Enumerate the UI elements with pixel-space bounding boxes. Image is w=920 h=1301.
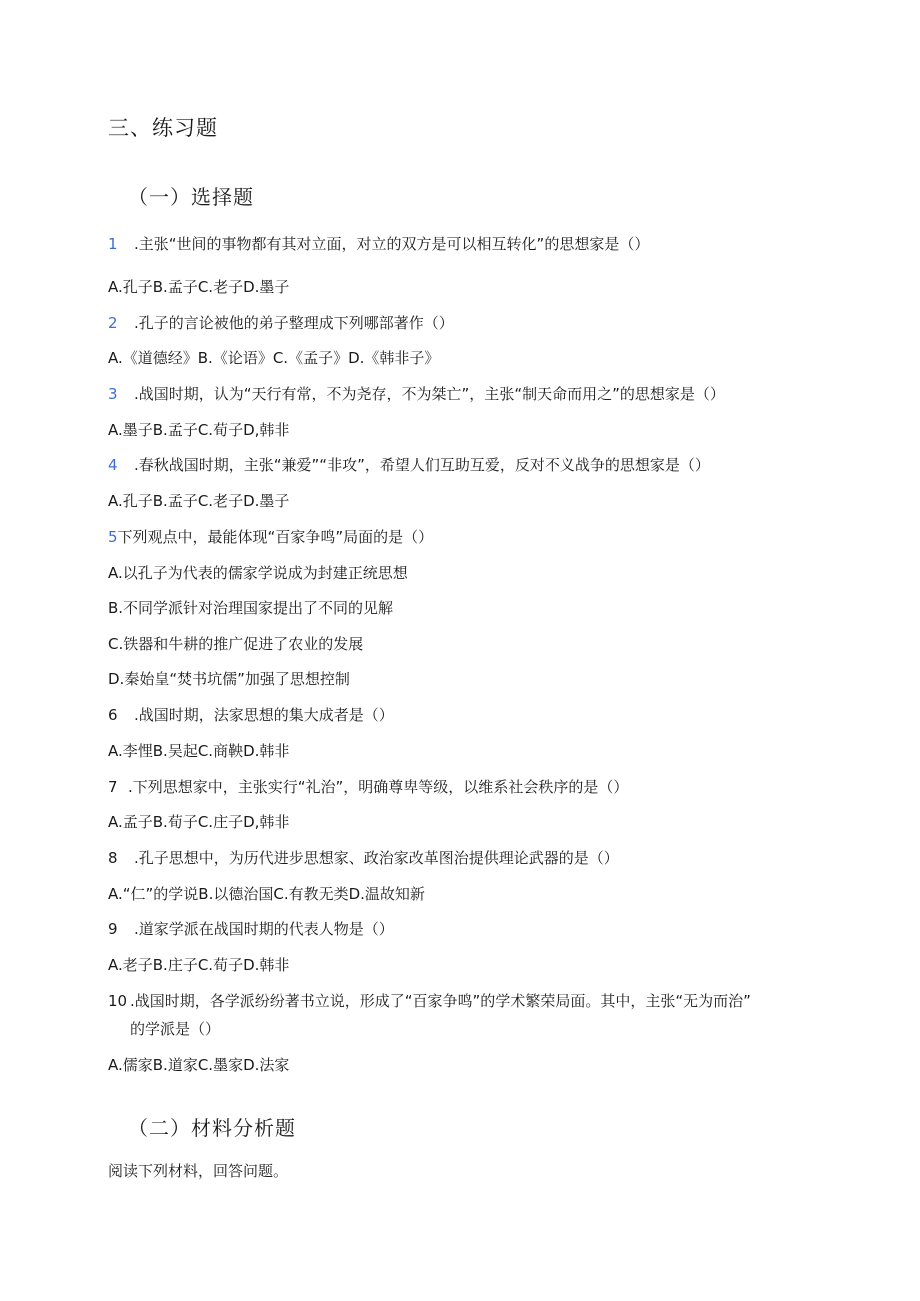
- question-text: .战国时期，各学派纷纷著书立说，形成了“百家争鸣”的学术繁荣局面。其中，主张“无为而治”: [130, 992, 751, 1010]
- question-text: .孔子的言论被他的弟子整理成下列哪部著作（）: [134, 314, 454, 332]
- question-number: 5: [108, 528, 118, 546]
- question-number: 4: [108, 456, 118, 474]
- question-8: [108, 848, 619, 868]
- part1-title: （一）选择题: [128, 185, 254, 209]
- question-6: [108, 705, 394, 725]
- question-4: [108, 455, 710, 475]
- question-5: [108, 527, 433, 547]
- question-9-options: A.老子B.庄子C.荀子D.韩非: [108, 956, 290, 974]
- question-text: 下列观点中，最能体现“百家争鸣”局面的是（）: [117, 528, 434, 546]
- question-text: .主张“世间的事物都有其对立面，对立的双方是可以相互转化”的思想家是（）: [134, 235, 650, 253]
- question-number: 8: [108, 849, 118, 867]
- question-5-option-a: A.以孔子为代表的儒家学说成为封建正统思想: [108, 564, 408, 582]
- question-5-option-c: C.铁器和牛耕的推广促进了农业的发展: [108, 635, 364, 653]
- question-text: .孔子思想中，为历代进步思想家、政治家改革图治提供理论武器的是（）: [134, 849, 619, 867]
- question-4-options: A.孔子B.孟子C.老子D.墨子: [108, 492, 290, 510]
- question-10: [108, 991, 751, 1011]
- question-1: [108, 234, 649, 254]
- part2-title: （二）材料分析题: [128, 1116, 296, 1140]
- question-3: [108, 384, 725, 404]
- question-1-options: A.孔子B.孟子C.老子D.墨子: [108, 278, 290, 296]
- question-number: 7: [108, 778, 118, 796]
- question-10-continuation: 的学派是（）: [130, 1020, 221, 1038]
- question-3-options: A.墨子B.孟子C.荀子D,韩非: [108, 421, 290, 439]
- question-text: .春秋战国时期，主张“兼爱”“非攻”，希望人们互助互爱，反对不义战争的思想家是（）: [134, 456, 710, 474]
- question-7: [108, 777, 628, 797]
- question-8-options: A.“仁”的学说B.以德治国C.有教无类D.温故知新: [108, 885, 425, 903]
- question-number: 9: [108, 920, 118, 938]
- question-2-options: A.《道德经》B.《论语》C.《孟子》D.《韩非子》: [108, 349, 440, 367]
- question-2: [108, 313, 454, 333]
- question-5-option-d: D.秦始皇“焚书坑儒”加强了思想控制: [108, 670, 350, 688]
- question-text: .战国时期，法家思想的集大成者是（）: [134, 706, 394, 724]
- question-number: 3: [108, 385, 118, 403]
- question-number: 10: [108, 992, 128, 1010]
- question-number: 6: [108, 706, 118, 724]
- question-text: .道家学派在战国时期的代表人物是（）: [134, 920, 394, 938]
- question-9: [108, 919, 394, 939]
- question-text: .战国时期，认为“天行有常，不为尧存，不为桀亡”，主张“制天命而用之”的思想家是（）: [134, 385, 725, 403]
- section-title: 三、练习题: [108, 116, 218, 140]
- question-number: 2: [108, 314, 118, 332]
- question-5-option-b: B.不同学派针对治理国家提出了不同的见解: [108, 599, 394, 617]
- question-number: 1: [108, 235, 118, 253]
- question-7-options: A.孟子B.荀子C.庄子D,韩非: [108, 813, 290, 831]
- part2-intro: 阅读下列材料，回答问题。: [108, 1162, 289, 1180]
- question-6-options: A.李悝B.吴起C.商鞅D.韩非: [108, 742, 290, 760]
- question-text: .下列思想家中，主张实行“礼治”，明确尊卑等级，以维系社会秩序的是（）: [128, 778, 629, 796]
- question-10-options: A.儒家B.道家C.墨家D.法家: [108, 1056, 290, 1074]
